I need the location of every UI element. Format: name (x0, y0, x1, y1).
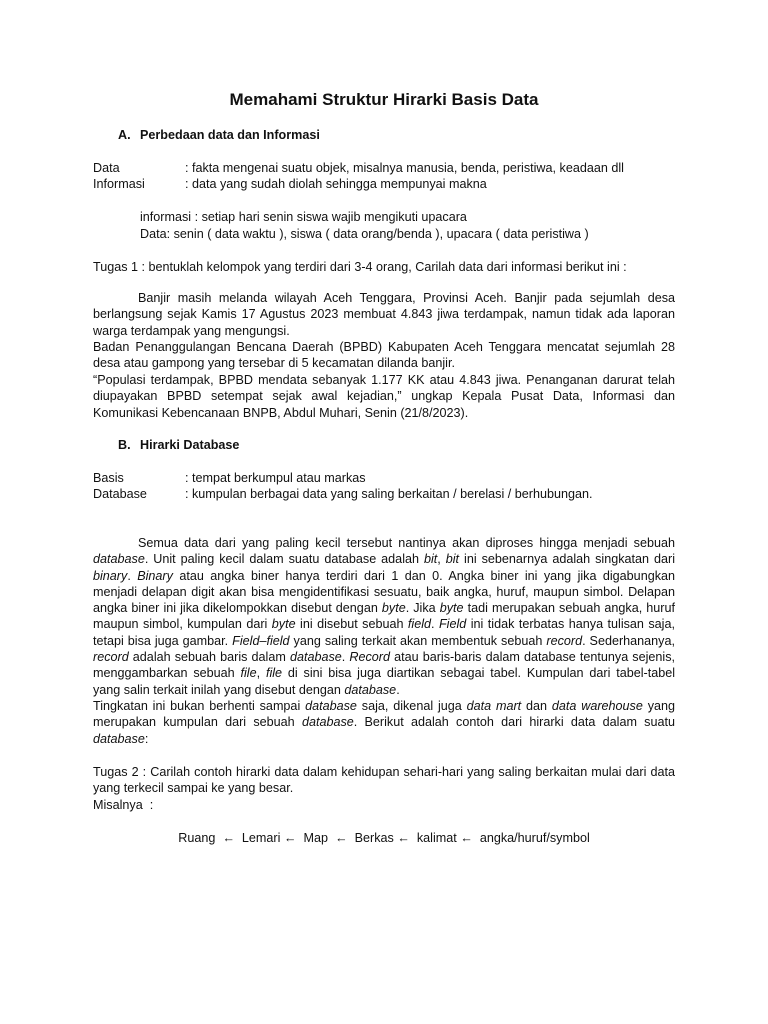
hierarchy-levels-paragraph (93, 698, 675, 747)
section-b-number: B. (118, 438, 131, 452)
definition-term: Basis (93, 471, 124, 485)
definition-desc: : tempat berkumpul atau markas (185, 471, 366, 485)
article-paragraph-1: Banjir masih melanda wilayah Aceh Tenggara, Provinsi Aceh. Banjir pada sejumlah desa berlangsung sejak Kamis 17 Agustus 2023 membuat 4.843 jiwa terdampak, namun tidak ada laporan warga terdampak yang mengungsi. (93, 291, 675, 338)
italic-term: Binary (137, 568, 173, 583)
italic-term: database (289, 650, 342, 665)
text-run: . Sederhananya, (582, 633, 675, 648)
text-run: , (256, 666, 266, 681)
task-1: Tugas 1 : bentuklah kelompok yang terdiri dari 3-4 orang, Carilah data dari informasi berikut ini : (93, 260, 627, 274)
text-run: tadi merupakan sebuah angka, huruf maupun simbol, kumpulan dari (93, 601, 675, 632)
definition-data (93, 160, 693, 176)
italic-term: byte (271, 617, 296, 632)
italic-term: bit (445, 552, 460, 567)
text-run: . (431, 617, 439, 632)
italic-term: Field (438, 617, 467, 632)
italic-term: data warehouse (551, 699, 643, 713)
definition-desc: : kumpulan berbagai data yang saling berkaitan / berelasi / berhubungan. (185, 487, 593, 501)
text-run: , (437, 552, 446, 567)
definition-database (93, 486, 693, 502)
italic-term: database (93, 731, 145, 746)
definition-desc: : data yang sudah diolah sehingga mempunyai makna (185, 177, 487, 191)
text-run: di sini bisa juga diartikan sebagai tabel. Kumpulan dari tabel-tabel yang salin terkait inilah yang disebut dengan (93, 666, 676, 697)
text-run: Tingkatan ini bukan berhenti sampai (93, 699, 306, 713)
definition-term: Informasi (93, 177, 145, 191)
italic-term: field (407, 617, 432, 632)
text-run: yang merupakan kumpulan dari sebuah (93, 699, 675, 730)
section-b-title: Hirarki Database (140, 438, 240, 452)
italic-term: database (301, 715, 354, 730)
text-run: : (144, 731, 149, 746)
italic-term: record (546, 633, 583, 648)
section-a-number: A. (118, 128, 131, 142)
section-a-title: Perbedaan data dan Informasi (140, 128, 320, 142)
definition-term: Database (93, 487, 147, 501)
hierarchy-chain: Ruang ← Lemari ← Map ← Berkas ← kalimat ← angka/huruf/symbol (178, 831, 590, 845)
text-run: ini sebenarnya adalah singkatan dari (459, 552, 676, 567)
example-data-desc: : senin ( data waktu ), siswa ( data orang/benda ), upacara ( data peristiwa ) (166, 227, 589, 241)
text-run: . (341, 650, 350, 665)
task-2: Tugas 2 : Carilah contoh hirarki data dalam kehidupan sehari-hari yang saling berkaitan mulai dari data yang terkecil sampai ke yang besar. (93, 765, 675, 796)
definition-basis (93, 470, 693, 486)
italic-term: Record (349, 650, 390, 665)
definition-desc: : fakta mengenai suatu objek, misalnya manusia, benda, peristiwa, keadaan dll (185, 161, 624, 175)
italic-term: byte (439, 601, 464, 616)
text-run: saja, dikenal juga (356, 699, 467, 713)
example-informasi: informasi : setiap hari senin siswa wajib mengikuti upacara (140, 210, 467, 224)
document-title: Memahami Struktur Hirarki Basis Data (229, 90, 539, 109)
text-run: adalah sebuah baris dalam (128, 650, 290, 665)
misalnya-label: Misalnya : (93, 798, 154, 812)
example-data-term: Data (140, 227, 167, 241)
article-paragraph-2: Badan Penanggulangan Bencana Daerah (BPBD) Kabupaten Aceh Tenggara mencatat sejumlah 28 desa atau gampong yang tersebar di 5 kecamatan dilanda banjir. (93, 340, 675, 371)
italic-term: Field–field (232, 633, 290, 648)
definition-term: Data (93, 161, 120, 175)
text-run: . Unit paling kecil dalam suatu database adalah (144, 552, 424, 567)
section-b-heading (118, 437, 239, 453)
italic-term: bit (423, 552, 438, 567)
text-run: atau angka biner hanya terdiri dari 1 dan 0. Angka biner ini yang jika digabungkan menjadi delapan digit akan bisa mengidentifikasi sesuatu, baik angka, huruf, maupun simbol. Delapan angka biner ini jika dikelompokkan disebut dengan (93, 568, 676, 616)
text-run: . (127, 568, 138, 583)
italic-term: database (344, 682, 397, 697)
italic-term: file (240, 666, 257, 681)
text-run: atau baris-baris dalam database tentunya sejenis, menggambarkan sebuah (93, 650, 676, 681)
text-run: ini tidak terbatas hanya tulisan saja, tetapi bisa juga gambar. (93, 617, 675, 648)
italic-term: data mart (466, 699, 522, 713)
definition-informasi (93, 176, 693, 192)
text-run: ini disebut sebuah (295, 617, 408, 632)
text-run: . Berikut adalah contoh dari hirarki data dalam suatu (353, 715, 675, 730)
italic-term: file (265, 666, 283, 681)
hierarchy-explanation-paragraph (93, 535, 675, 698)
text-run: . (396, 682, 400, 697)
italic-term: byte (381, 601, 406, 616)
article-paragraph-3: “Populasi terdampak, BPBD mendata sebanyak 1.177 KK atau 4.843 jiwa. Penanganan darurat telah diupayakan BPBD setempat sejak awal kejadian,” ungkap Kepala Pusat Data, Informasi dan Komunikasi Kebencanaan BNPB, Abdul Muhari, Senin (21/8/2023). (93, 373, 675, 420)
section-a-heading (118, 127, 320, 143)
example-data (140, 226, 589, 242)
text-run: . Jika (405, 601, 440, 616)
text-run: Semua data dari yang paling kecil tersebut nantinya akan diproses hingga menjadi sebuah (138, 536, 675, 550)
italic-term: database (93, 552, 145, 567)
italic-term: binary (93, 568, 128, 583)
text-run: dan (521, 699, 552, 713)
italic-term: database (305, 699, 357, 713)
text-run: yang saling terkait akan membentuk sebuah (289, 633, 547, 648)
italic-term: record (93, 650, 129, 665)
